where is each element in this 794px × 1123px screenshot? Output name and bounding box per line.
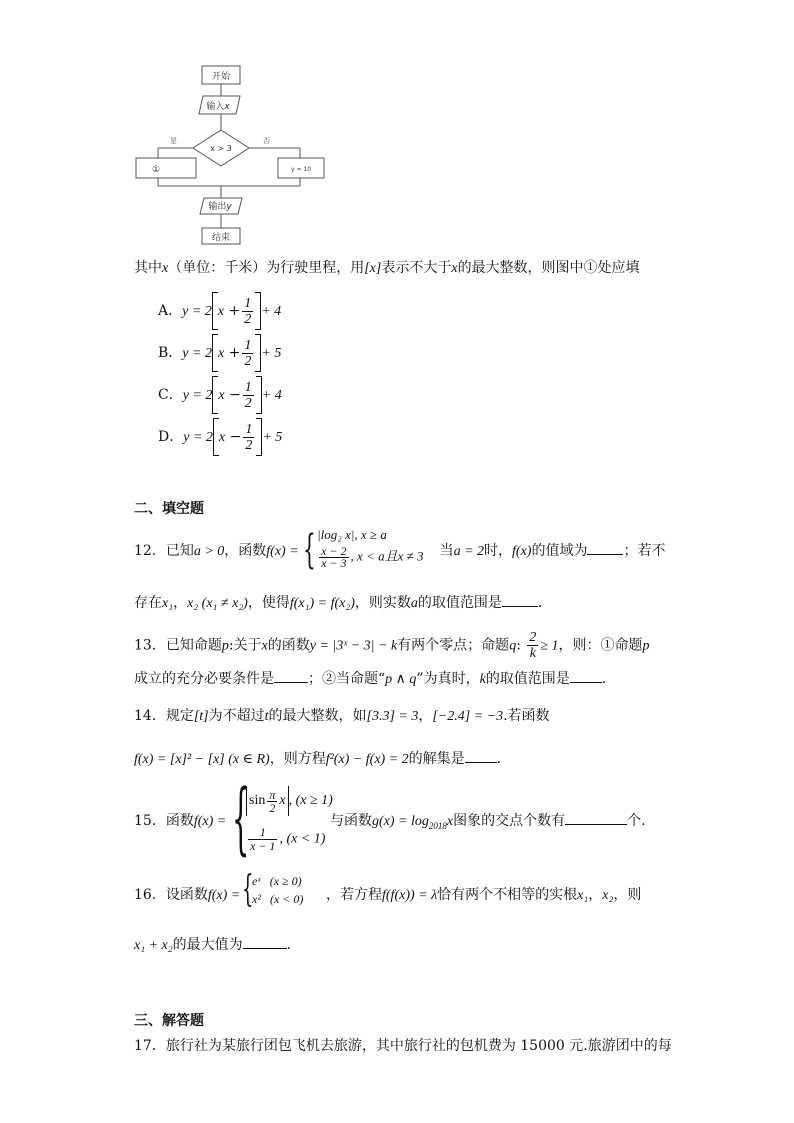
svg-text:输出y [208,200,232,212]
section-answer-title: 三、解答题 [134,1013,204,1029]
q14-line1: 14．规定[t]为不超过t的最大整数，如[3.3] = 3，[−2.4] = −3.若函数 [134,708,550,724]
q14-line2: f(x) = [x]² − [x] (x ∈ R)，则方程f²(x) − f(x) = 2的解集是 . [134,748,501,770]
q13-line2: 成立的充分必要条件是 ；②当命题“p ∧ q”为真时，k的取值范围是 . [134,668,606,690]
q13-line1: 13．已知命题p:关于x的函数y = |3ˣ − 3| − k有两个零点；命题q: $\frac{2}{k}$ ≥ 1，则：①命题p [134,630,650,661]
flow-yes-label: 是 [170,137,177,145]
q11-stem: 其中x（单位：千米）为行驶里程，用[x]表示不大于x的最大整数，则图中①处应填 [134,260,640,276]
flow-start-label: 开始 [211,72,231,82]
section-fill-blank-title: 二、填空题 [134,501,204,517]
svg-text:输入x [206,100,230,112]
flow-condition-label: x > 3 [210,144,232,153]
q17-text: 17．旅行社为某旅行团包飞机去旅游，其中旅行社的包机费为 15000 元.旅游团中的每 [134,1038,672,1054]
q11-option: A．y = 2 x + $\frac{1}{2}$ + 4 [158,292,281,330]
flow-output-var: y [226,202,232,212]
flow-input-label: 输入 [206,102,225,112]
q12-line1: 12．已知a > 0，函数f(x) = { |log₂ x|, x ≥ a $\frac{x - 2}{x - 3}$ , x < a且x ≠ 3 当a = 2时，f(x)的值域为 ；若不 [134,527,666,573]
flow-circled-one: ① [151,165,161,175]
q11-option: B．y = 2 x + $\frac{1}{2}$ + 5 [158,334,281,372]
flow-no-label: 否 [263,137,270,145]
flow-output-label: 输出 [208,202,227,212]
flow-input-var: x [224,102,230,112]
q16-line1: 16．设函数f(x) = { eˣ (x ≥ 0) x² (x < 0) ，若方程f(f(x)) = λ恰有两个不相等的实根x₁，x₂，则 [134,869,642,910]
q11-option: C．y = 2 x − $\frac{1}{2}$ + 4 [158,376,282,414]
q16-line2: x₁ + x₂的最大值为 . [134,934,291,956]
q11-option: D．y = 2 x − $\frac{1}{2}$ + 5 [158,418,282,456]
flow-end-label: 结束 [211,233,231,243]
q12-line2: 存在x₁，x₂ (x₁ ≠ x₂)，使得f(x₁) = f(x₂)，则实数a的取值范围是 ． [134,592,552,614]
q15: 15．函数f(x) = { sin $\frac{\pi}{2}$ x , (x ≥ 1) $\frac{1}{x - 1}$ , (x < 1) 与函数$g(x) = \log_{2018}x$图象的交点个数有 个. [134,774,646,864]
flowchart [128,58,358,248]
flow-else-label: y = 10 [290,166,312,173]
flow-process-one [136,158,196,178]
